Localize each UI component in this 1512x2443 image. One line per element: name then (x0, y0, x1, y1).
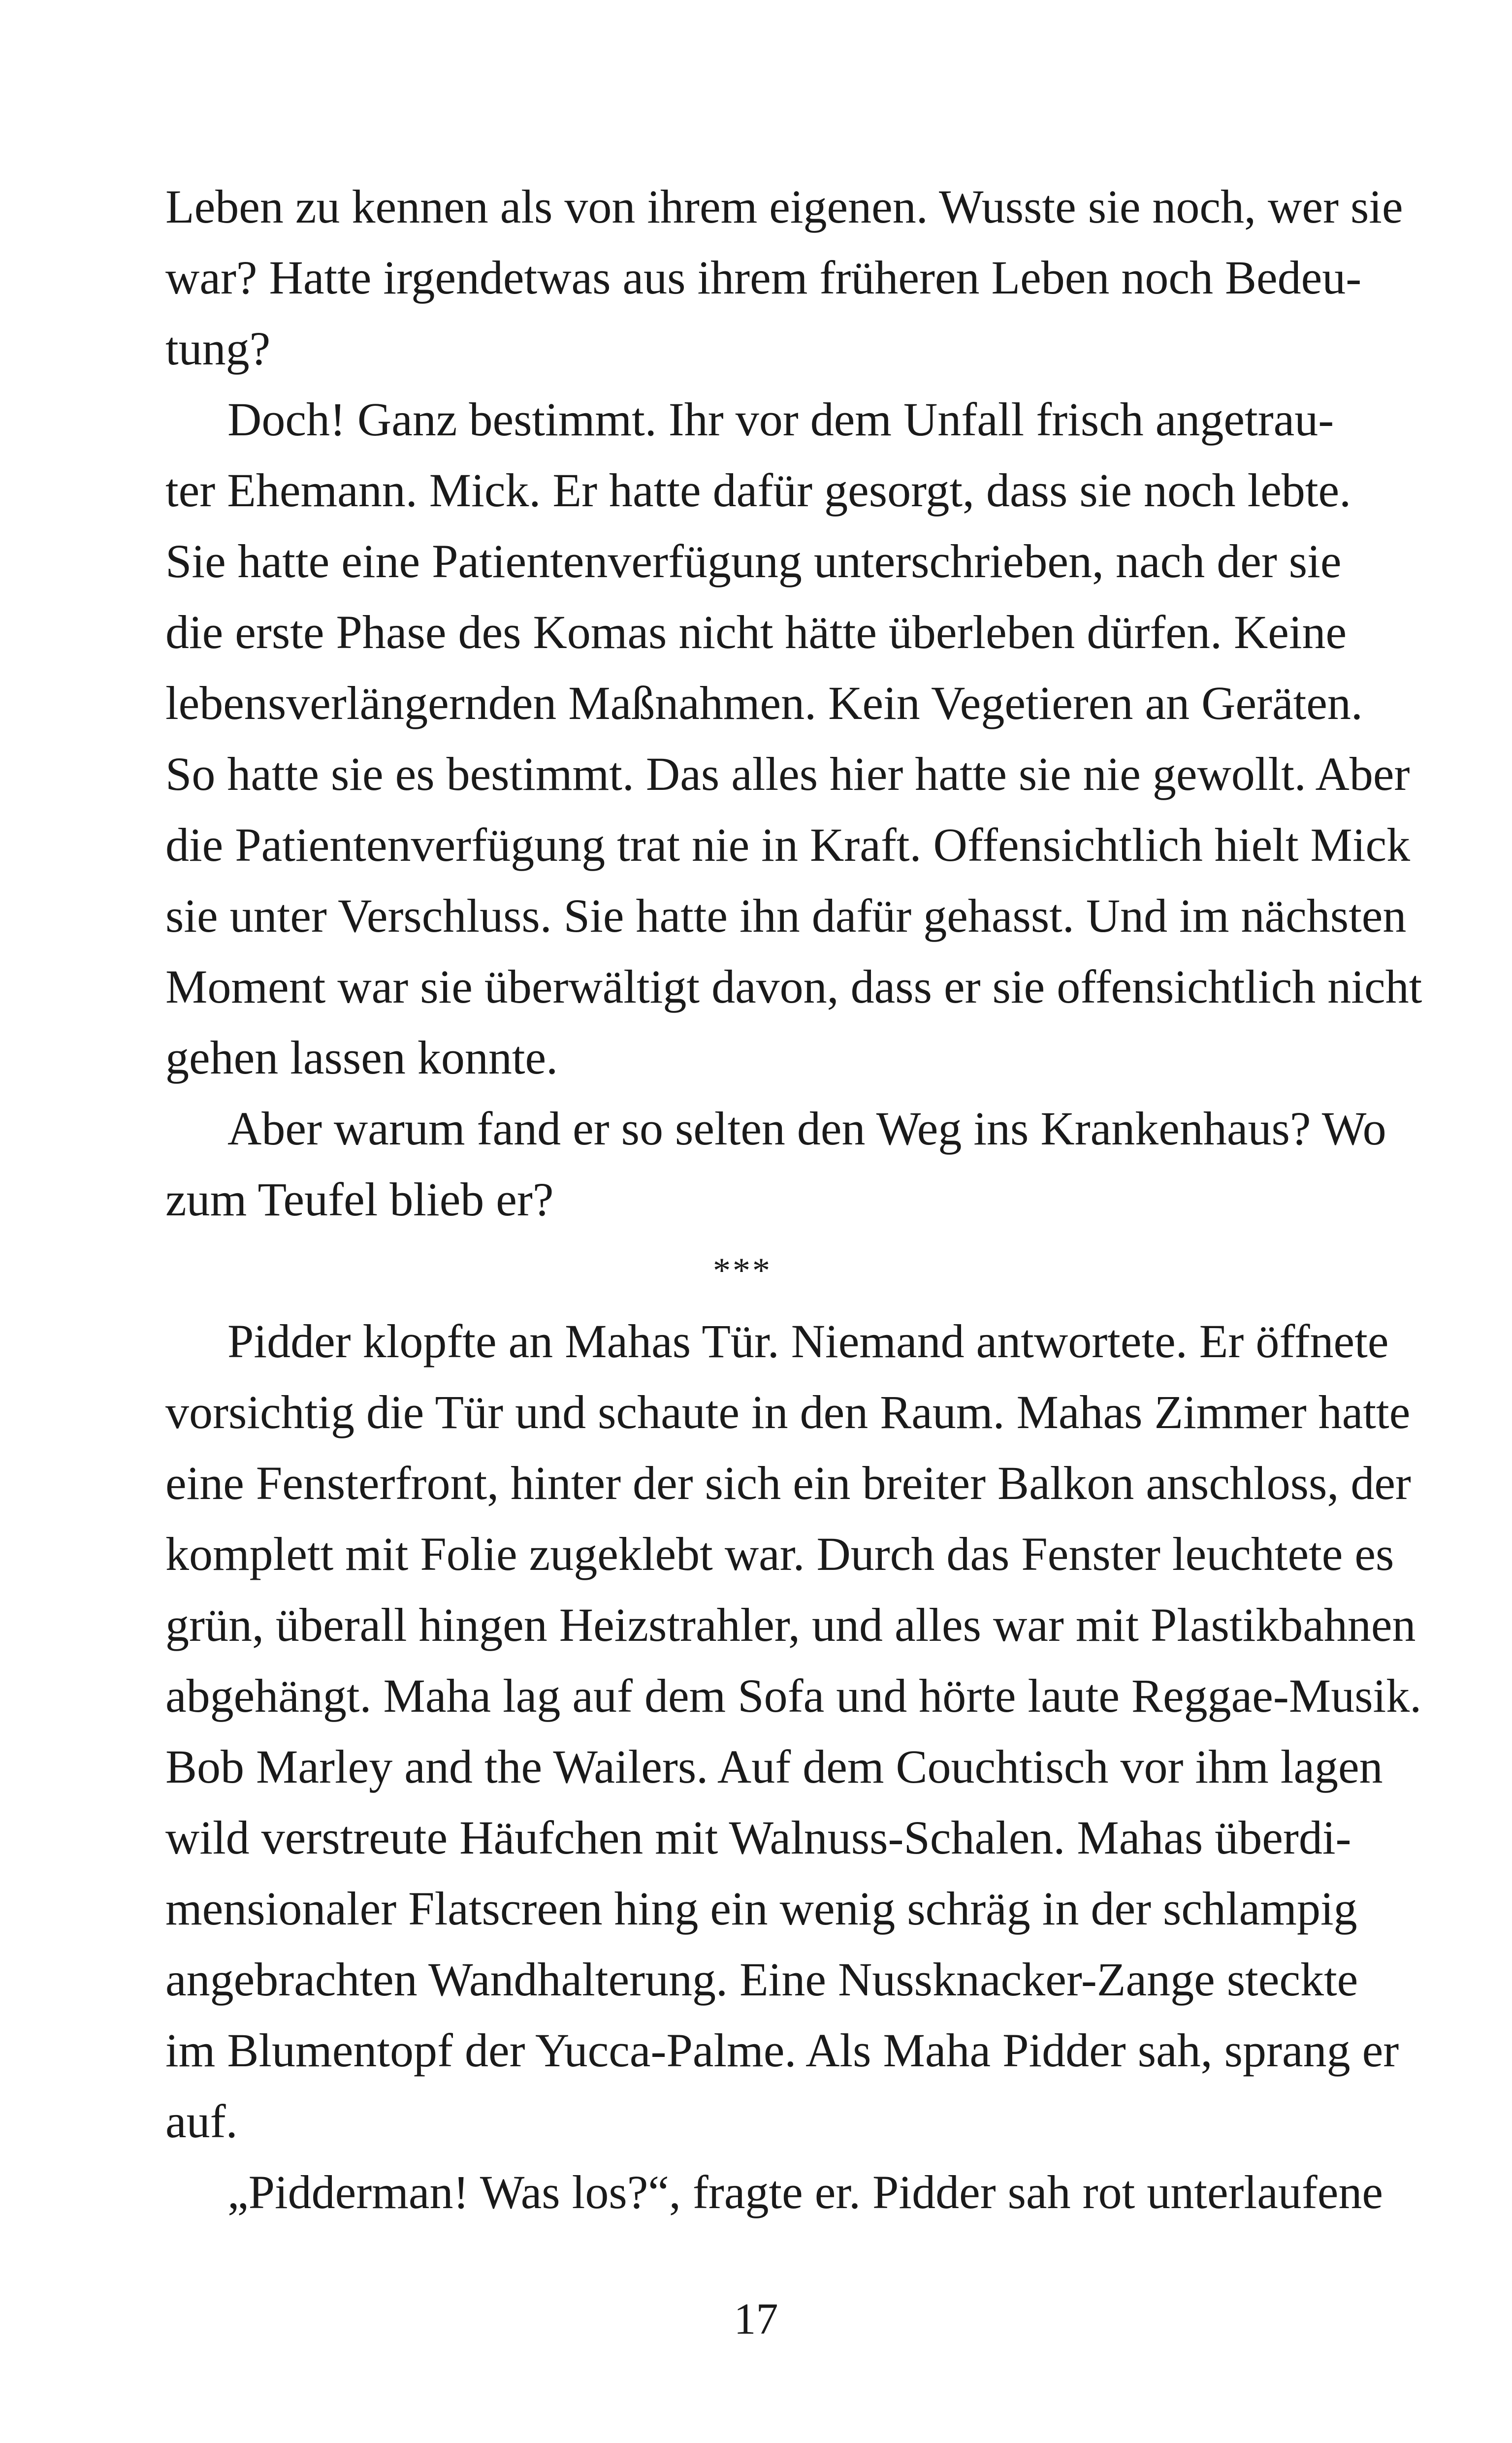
text-line: wild verstreute Häufchen mit Walnuss-Schalen. Mahas überdi- (165, 1811, 1351, 1864)
text-line: Moment war sie überwältigt davon, dass er sie offensichtlich nicht (165, 960, 1422, 1013)
text-line: Sie hatte eine Patientenverfügung unterschrieben, nach der sie (165, 535, 1342, 587)
text-line: Bob Marley and the Wailers. Auf dem Couchtisch vor ihm lagen (165, 1740, 1383, 1793)
text-line: angebrachten Wandhalterung. Eine Nussknacker-Zange steckte (165, 1953, 1358, 2006)
text-line: mensionaler Flatscreen hing ein wenig schräg in der schlampig (165, 1882, 1357, 1935)
page-number: 17 (734, 2295, 778, 2344)
text-line: Pidder klopfte an Mahas Tür. Niemand antwortete. Er öffnete (227, 1315, 1389, 1368)
text-line: grün, überall hingen Heizstrahler, und alles war mit Plastikbahnen (165, 1598, 1416, 1651)
text-line: Aber warum fand er so selten den Weg ins Krankenhaus? Wo (227, 1102, 1386, 1155)
text-line: ter Ehemann. Mick. Er hatte dafür gesorgt, dass sie noch lebte. (165, 464, 1351, 517)
text-line: tung? (165, 322, 271, 375)
text-line: abgehängt. Maha lag auf dem Sofa und hörte laute Reggae-Musik. (165, 1669, 1422, 1722)
text-line: war? Hatte irgendetwas aus ihrem früheren Leben noch Bedeu- (165, 251, 1362, 304)
text-line: lebensverlängernden Maßnahmen. Kein Vegetieren an Geräten. (165, 677, 1363, 729)
text-line: Leben zu kennen als von ihrem eigenen. Wusste sie noch, wer sie (165, 180, 1403, 233)
text-line: auf. (165, 2095, 238, 2148)
text-line: im Blumentopf der Yucca-Palme. Als Maha Pidder sah, sprang er (165, 2024, 1399, 2077)
text-line: die Patientenverfügung trat nie in Kraft. Offensichtlich hielt Mick (165, 818, 1411, 871)
text-line: Doch! Ganz bestimmt. Ihr vor dem Unfall frisch angetrau- (227, 393, 1334, 446)
body-text (165, 171, 1422, 2228)
text-line: die erste Phase des Komas nicht hätte überleben dürfen. Keine (165, 606, 1347, 658)
text-line: vorsichtig die Tür und schaute in den Raum. Mahas Zimmer hatte (165, 1386, 1411, 1438)
text-line: sie unter Verschluss. Sie hatte ihn dafür gehasst. Und im nächsten (165, 889, 1407, 942)
text-line: gehen lassen konnte. (165, 1031, 558, 1084)
text-line: komplett mit Folie zugeklebt war. Durch das Fenster leuchtete es (165, 1528, 1394, 1580)
scene-break-separator: *** (713, 1251, 772, 1290)
text-line: „Pidderman! Was los?“, fragte er. Pidder sah rot unterlaufene (227, 2166, 1383, 2218)
text-line: eine Fensterfront, hinter der sich ein breiter Balkon anschloss, der (165, 1457, 1411, 1509)
text-line: zum Teufel blieb er? (165, 1173, 554, 1226)
text-line: So hatte sie es bestimmt. Das alles hier hatte sie nie gewollt. Aber (165, 748, 1410, 800)
